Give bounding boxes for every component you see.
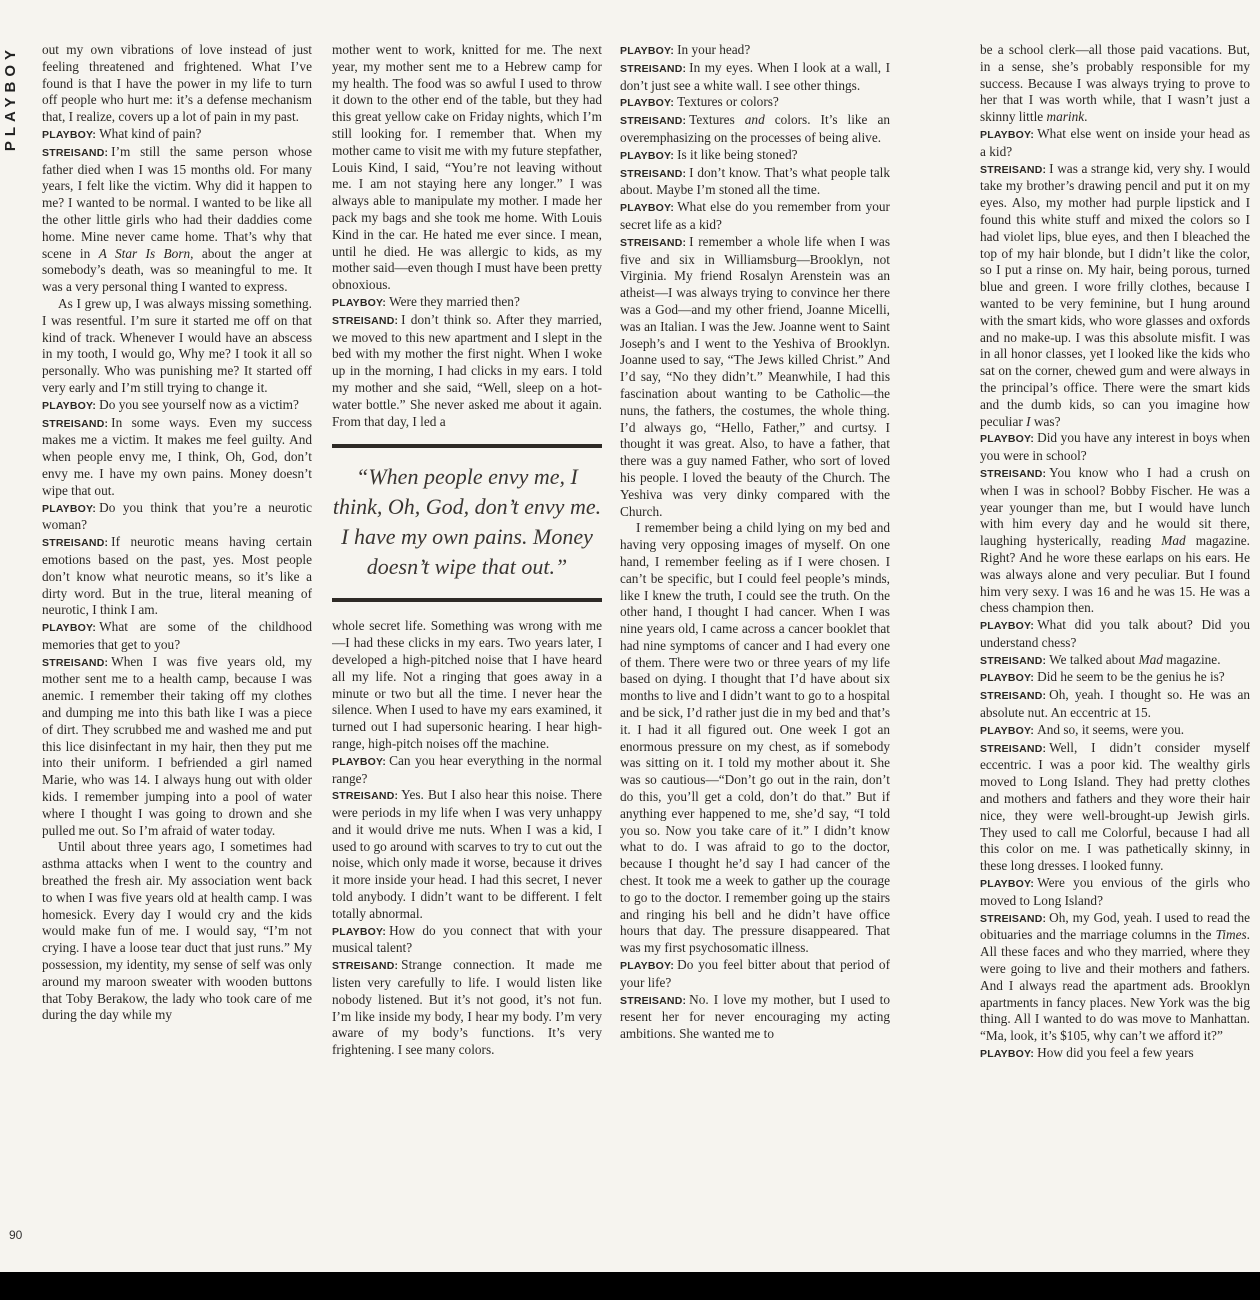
paragraph (980, 42, 1250, 126)
paragraph (42, 296, 312, 397)
paragraph (42, 534, 312, 619)
speaker-label: PLAYBOY: (42, 502, 97, 515)
italic-text: I (1026, 413, 1031, 429)
paragraph (980, 652, 1250, 670)
paragraph-text: Oh, my God, yeah. I used to read the obituaries and the marriage columns in the (980, 909, 1250, 943)
paragraph-text: Were they married then? (389, 293, 520, 309)
speaker-label: PLAYBOY: (332, 755, 387, 768)
speaker-label: PLAYBOY: (980, 128, 1035, 141)
paragraph (980, 161, 1250, 431)
speaker-label: STREISAND: (620, 167, 687, 180)
paragraph (980, 875, 1250, 910)
paragraph (620, 60, 890, 95)
paragraph-text: I don’t know. That’s what people talk about. Maybe I’m stoned all the time. (620, 164, 890, 198)
speaker-label: PLAYBOY: (620, 97, 675, 110)
speaker-label: PLAYBOY: (980, 433, 1035, 446)
paragraph (980, 740, 1250, 875)
speaker-label: STREISAND: (620, 62, 687, 75)
paragraph (620, 992, 890, 1043)
paragraph-text: Do you feel bitter about that period of your life? (620, 957, 890, 990)
paragraph (980, 465, 1250, 617)
paragraph-text: Yes. But I also hear this noise. There were periods in my life when I was very unhappy and it would drive me nuts. When I was a kid, I used to go around with scarves to try to cut out the noise, which only made it worse, because it drives it more inside your head. I had this secret, I never told anybody. I didn’t want to be different. I felt totally abnormal. (332, 787, 602, 921)
speaker-label: PLAYBOY: (980, 672, 1035, 685)
paragraph (42, 42, 312, 126)
speaker-label: STREISAND: (42, 656, 109, 669)
speaker-label: PLAYBOY: (42, 128, 97, 141)
paragraph (332, 312, 602, 431)
paragraph-text: Textures or colors? (677, 94, 779, 110)
speaker-label: STREISAND: (42, 537, 109, 550)
page-number: 90 (9, 1228, 23, 1242)
paragraph-text: What kind of pain? (99, 125, 202, 141)
paragraph-text: . All these faces and who they married, where they were going to live and their mothers and fathers. And I always read the apartment ads. Brooklyn apartments in fancy places. New York was the big thing. All I wanted to do was move to Manhattan. “Ma, look, it’s $105, why can’t we afford it?” (980, 927, 1250, 1044)
paragraph-text: Textures (689, 112, 745, 128)
paragraph-text: , about the anger at somebody’s death, was so meaningful to me. It was a very personal thing I wanted to express. (42, 245, 312, 295)
paragraph (980, 430, 1250, 465)
paragraph-text: Oh, yeah. I thought so. He was an absolute nut. An eccentric at 15. (980, 687, 1250, 721)
paragraph-text: I was a strange kid, very shy. I would take my brother’s drawing pencil and put it on my eyes. Also, my mother had purple lipstick and I found this white stuff and mixed the colors so I had violet lips, blue eyes, and then I bleached the top of my hair blonde, but I didn’t like the color, so I put a rinse on. My hair, being porous, turned blue and green. I wore frilly clothes, because I wanted to be very feminine, but I hung around with the smart kids, who wore glasses and oxfords and no make-up. I was this absolute misfit. I was in all honor classes, yet I looked like the kids who sat on the corner, chewed gum and were always in the principal’s office. There were the smart kids and the dumb kids, so can you imagine how peculiar (980, 160, 1250, 429)
pull-quote: “When people envy me, I think, Oh, God, don’t envy me. I have my own pains. Money doesn’t wipe that out.” (332, 444, 602, 602)
paragraph-text: magazine. Right? And he wore these earlaps on his ears. He was always alone and very peculiar. But I found him very sexy. I was 16 and he was 15. He was a chess champion then. (980, 533, 1250, 616)
paragraph-text: As I grew up, I was always missing something. I was resentful. I’m sure it started me off on that kind of track. Whenever I would have an abscess in my tooth, I would go, Why me? I took it all so personally. Who was punishing me? It started off very early and I’m still trying to change it. (42, 295, 312, 395)
paragraph-text: I remember being a child lying on my bed and having very opposing images of myself. On one hand, I remember feeling as if I were chosen. I can’t be specific, but I could feel people’s minds, like I knew the truth, I could see the truth. On the other hand, I thought I had cancer. When I was nine years old, I came across a cancer booklet that had nine symptoms of cancer and I had every one of them. There were two or three years of my life based on dying. I thought that I’d have about six months to live and I didn’t want to go to a hospital and be sick, I’d rather just die in my bed and that’s it. I had it all figured out. One week I got an enormous pressure on my chest, as if somebody was sitting on it. I told my mother about it. She was so cautious—“Don’t go out in the rain, don’t do this, you’ll get a cold, don’t do that.” But if anything ever happened to me, she’d say, “I told you so. Now you take care of it.” I didn’t know what to do. I was afraid to go to the doctor, because I thought he’d say I had cancer of the chest. It took me a week to gather up the courage to go to the doctor. I remember going up the stairs and ringing his bell and he didn’t have office hours that day. The pressure disappeared. That was my first psychosomatic illness. (620, 520, 890, 956)
paragraph (620, 147, 890, 165)
speaker-label: PLAYBOY: (980, 1048, 1035, 1061)
paragraph (332, 294, 602, 312)
column-2-top-text (332, 42, 602, 430)
speaker-label: STREISAND: (980, 467, 1047, 480)
italic-text: marink (1046, 109, 1085, 125)
speaker-label: PLAYBOY: (42, 622, 97, 635)
paragraph (332, 753, 602, 788)
text-column-2 (332, 42, 602, 1252)
paragraph-text: What else went on inside your head as a kid? (980, 125, 1250, 159)
text-column-1 (42, 42, 312, 1252)
paragraph (42, 839, 312, 1024)
speaker-label: STREISAND: (980, 163, 1047, 176)
magazine-side-label: PLAYBOY (2, 45, 19, 152)
text-column-3 (620, 42, 890, 1252)
paragraph (620, 199, 890, 234)
paragraph-text: be a school clerk—all those paid vacations. But, in a sense, she’s probably responsible for my success. Because I was always trying to prove to her that I was worth while, that I wasn’t just a skinny little (980, 42, 1250, 125)
paragraph-text: magazine. (1162, 651, 1221, 667)
speaker-label: PLAYBOY: (620, 960, 675, 973)
speaker-label: STREISAND: (980, 912, 1047, 925)
column-2-bottom-text (332, 618, 602, 1059)
speaker-label: PLAYBOY: (42, 399, 97, 412)
paragraph (620, 112, 890, 147)
paragraph (42, 619, 312, 654)
paragraph-text: And so, it seems, were you. (1037, 721, 1185, 737)
paragraph (42, 144, 312, 296)
paragraph-text: I’m still the same person whose father died when I was 15 months old. For many years, I felt like the victim. Why did it happen to me? I wanted to be normal. I wanted to be like all the other little girls who had their daddies come home. Mine never came home. That’s why that scene in (42, 143, 312, 261)
paragraph-text: . (1084, 109, 1088, 125)
paragraph (620, 42, 890, 60)
paragraph-text: whole secret life. Something was wrong with me—I had these clicks in my ears. Two years later, I developed a high-pitched noise that I have heard all my life. Not a ringing that goes away in a minute or two but all the time. I never hear the silence. When I used to have my ears examined, it turned out I had supersonic hearing. I hear high-range, high-pitch noises off the machine. (332, 618, 602, 751)
paragraph (42, 415, 312, 500)
paragraph-text: Do you think that you’re a neurotic woman? (42, 499, 312, 533)
speaker-label: PLAYBOY: (980, 620, 1035, 633)
paragraph-text: When I was five years old, my mother sent me to a health camp, because I was anemic. I remember their taking off my clothes and dumping me into this bath like I was a piece of dirt. They scrubbed me and washed me and put this lice disinfectant in my hair, then they put me into their uniform. I befriended a girl named Marie, who was 14. I always hung out with older kids. I remember jumping into a pool of water where I thought I was going to drown and she pulled me out. So I’m afraid of water today. (42, 653, 312, 838)
paragraph (980, 617, 1250, 652)
paragraph (980, 910, 1250, 1045)
paragraph-text: What did you talk about? Did you understand chess? (980, 617, 1250, 650)
paragraph-text: Strange connection. It made me listen very carefully to life. I would listen like nobody listened. But it’s not good, it’s not fun. I’m like inside my body, I hear my body. I’m very aware of my body’s functions. It’s very frightening. I see many colors. (332, 957, 602, 1058)
paragraph-text: Do you see yourself now as a victim? (99, 396, 299, 412)
paragraph-text: Were you envious of the girls who moved to Long Island? (980, 875, 1250, 908)
speaker-label: STREISAND: (332, 314, 399, 327)
speaker-label: STREISAND: (42, 146, 109, 159)
paragraph-text: How do you connect that with your musical talent? (332, 922, 602, 956)
speaker-label: PLAYBOY: (332, 925, 387, 938)
paragraph-text: I don’t think so. After they married, we moved to this new apartment and I slept in the bed with my mother the first night. When I woke up in the morning, I had clicks in my ears. I told my mother and she said, “Well, sleep on a hot-water bottle.” She never asked me about it again. From that day, I led a (332, 311, 602, 429)
paragraph (980, 1045, 1250, 1063)
speaker-label: STREISAND: (620, 115, 687, 128)
italic-text: A Star Is Born (98, 245, 191, 261)
paragraph-text: was? (1030, 413, 1061, 429)
italic-text: and (744, 112, 765, 128)
paragraph-text: If neurotic means having certain emotions based on the past, yes. Most people don’t know what neurotic means, so it’s like a dirty word. But in the true, literal meaning of neurotic, I think I am. (42, 534, 312, 618)
paragraph (620, 520, 890, 957)
paragraph-text: Did he seem to be the genius he is? (1037, 669, 1225, 685)
paragraph-text: What are some of the childhood memories that get to you? (42, 619, 312, 652)
paragraph-text: Until about three years ago, I sometimes had asthma attacks when I went to the country and breathed the fresh air. My association went back to when I was five years old at health camp. I was homesick. Every day I would cry and the kids would make fun of me. I would say, “I’m not crying. I have a loose tear duct that just runs.” My possession, my identity, my sense of self was only around my maroon sweater with wooden buttons that Toby Berakow, the lady who took care of me during the day while my (42, 839, 312, 1023)
paragraph-text: mother went to work, knitted for me. The next year, my mother sent me to a Hebrew camp for my health. The food was so awful I used to throw it down to the other end of the table, but they had this great yellow cake on Friday nights, which I’m still looking for. I remember that. When my mother came to visit me with my future stepfather, Louis Kind, I said, “You’re not leaving without me. I am not staying here any longer.” I was always able to manipulate my mother. I made her pack my bags and she took me home. With Louis Kind in the car. He hated me ever since. I mean, until he died. He was allergic to kids, as my mother said—even though I must have been pretty obnoxious. (332, 42, 602, 293)
paragraph (620, 957, 890, 992)
paragraph (332, 923, 602, 958)
speaker-label: STREISAND: (980, 742, 1047, 755)
paragraph-text: No. I love my mother, but I used to resent her for never encouraging my acting ambitions. She wanted me to (620, 991, 890, 1042)
paragraph (332, 957, 602, 1059)
paragraph-text: Did you have any interest in boys when you were in school? (980, 430, 1250, 464)
italic-text: Mad (1138, 651, 1163, 667)
paragraph (42, 397, 312, 415)
paragraph (42, 654, 312, 840)
paragraph-text: Well, I didn’t consider myself eccentric. I was a poor kid. The wealthy girls moved to Long Island. They had pretty clothes and mothers and fathers and they wore their hair nice, they were well-brought-up Jewish girls. They used to call me Colorful, because I had all this color on me. I was pathetically skinny, in these long dresses. I looked funny. (980, 739, 1250, 874)
speaker-label: STREISAND: (620, 236, 687, 249)
paragraph-text: out my own vibrations of love instead of just feeling threatened and frightened. What I’ve found is that I have the power in my life to turn off people who hurt me: it’s a defense mechanism that, I realize, covers up a lot of pain in my past. (42, 42, 312, 125)
paragraph-text: In some ways. Even my success makes me a victim. It makes me feel guilty. And when people envy me, I think, Oh, God, don’t envy me. I have my own pains. Money doesn’t wipe that out. (42, 414, 312, 498)
paragraph (980, 669, 1250, 687)
speaker-label: PLAYBOY: (980, 878, 1035, 891)
speaker-label: PLAYBOY: (620, 45, 675, 57)
speaker-label: PLAYBOY: (332, 296, 387, 309)
paragraph (332, 787, 602, 922)
paragraph-text: You know who I had a crush on when I was in school? Bobby Fischer. He was a year younger than me, but I would have lunch with him every day and he would sit there, laughing hysterically, reading (980, 464, 1250, 549)
paragraph (620, 94, 890, 112)
paragraph (980, 126, 1250, 161)
paragraph-text: We talked about (1049, 651, 1139, 667)
paragraph-text: What else do you remember from your secret life as a kid? (620, 199, 890, 232)
italic-text: Mad (1161, 533, 1186, 549)
paragraph-text: In your head? (677, 42, 751, 57)
paragraph (980, 722, 1250, 740)
paragraph (42, 126, 312, 144)
speaker-label: STREISAND: (42, 417, 109, 430)
speaker-label: STREISAND: (620, 994, 687, 1007)
speaker-label: STREISAND: (980, 690, 1047, 703)
speaker-label: STREISAND: (980, 654, 1047, 667)
paragraph-text: Is it like being stoned? (677, 146, 798, 162)
paragraph (980, 687, 1250, 722)
text-column-4 (980, 42, 1250, 1252)
paragraph-text: Can you hear everything in the normal range? (332, 752, 602, 786)
speaker-label: PLAYBOY: (620, 149, 675, 162)
paragraph-text: I remember a whole life when I was five and six in Williamsburg—Brooklyn, not Virginia. My friend Rosalyn Arenstein was an atheist—I was always trying to convince her there was a God—and my other friend, Joanne Micelli, was an Italian. I was the Jew. Joanne went to Saint Joseph’s and I went to the Yeshiva of Brooklyn. Joanne used to say, “The Jews killed Christ.” And I’d say, “No they didn’t.” Meanwhile, I had this fascination about wanting to be Catholic—the nuns, the fathers, the costumes, the whole thing. I’d always go, “Hello, Father,” and curtsy. I thought it was great. Also, to have a father, that there was a guy named Father, who sort of loved his people. I loved the beauty of the Church. The Yeshiva was very dinky compared with the Church. (620, 233, 890, 519)
paragraph (42, 500, 312, 535)
paragraph (332, 42, 602, 294)
italic-text: Times (1215, 927, 1247, 943)
speaker-label: STREISAND: (332, 790, 399, 803)
paragraph (620, 234, 890, 521)
paragraph (332, 618, 602, 752)
speaker-label: PLAYBOY: (980, 724, 1035, 737)
speaker-label: PLAYBOY: (620, 202, 675, 215)
paragraph (620, 165, 890, 200)
paragraph-text: colors. It’s like an overemphasizing on the processes of being alive. (620, 112, 890, 145)
speaker-label: STREISAND: (332, 960, 399, 973)
paragraph-text: How did you feel a few years (1037, 1045, 1194, 1061)
paragraph-text: In my eyes. When I look at a wall, I don’t just see a white wall. I see other things. (620, 59, 890, 93)
